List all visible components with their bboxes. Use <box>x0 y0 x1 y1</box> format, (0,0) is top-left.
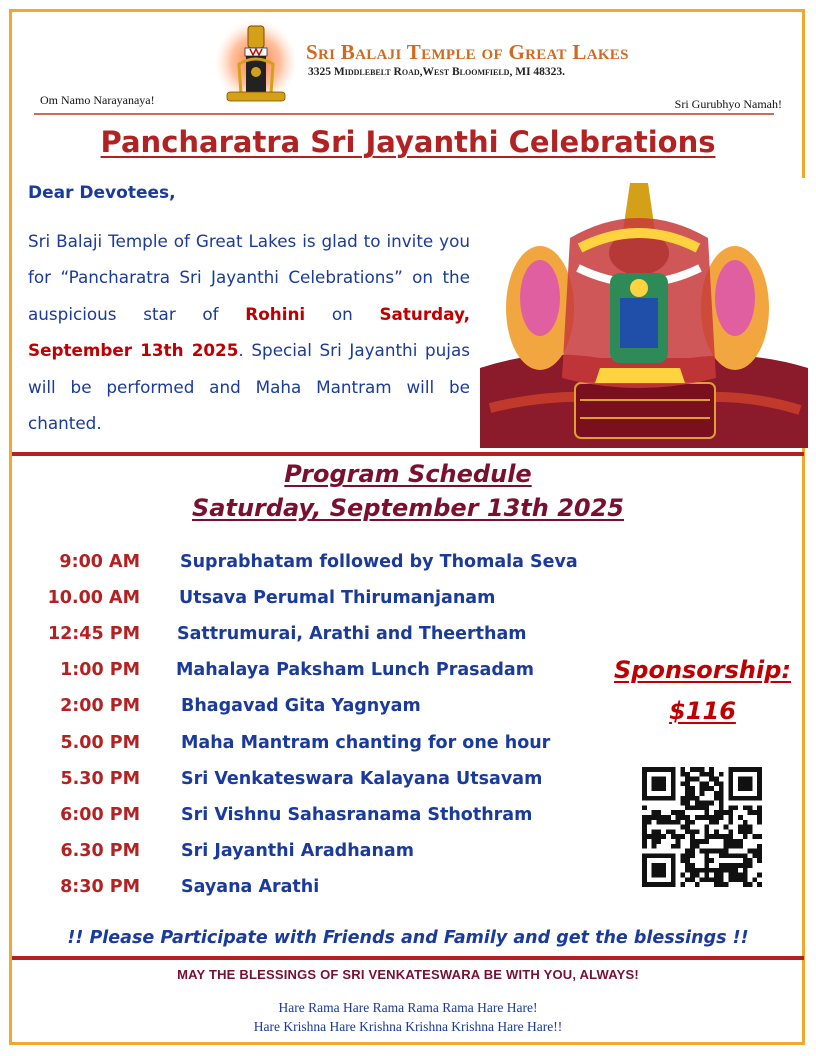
section-divider <box>12 452 804 456</box>
sponsorship-label: Sponsorship: <box>613 656 792 684</box>
schedule-time: 5.30 PM <box>60 768 140 789</box>
star-name: Rohini <box>245 303 306 324</box>
schedule-time: 9:00 AM <box>59 552 140 572</box>
header-divider <box>34 113 774 115</box>
page-title: Pancharatra Sri Jayanthi Celebrations <box>100 125 716 159</box>
footer-divider <box>12 956 804 960</box>
left-greeting: Om Namo Narayanaya! <box>40 93 155 107</box>
schedule-event: Sri Jayanthi Aradhanam <box>181 840 414 861</box>
right-greeting: Sri Gurubhyo Namah! <box>674 97 782 111</box>
participate-message: !! Please Participate with Friends and Family and get the blessings !! <box>67 928 749 948</box>
blessing-line: MAY THE BLESSINGS OF SRI VENKATESWARA BE WITH YOU, ALWAYS! <box>177 967 639 982</box>
schedule-title: Program Schedule <box>284 460 532 488</box>
schedule-time: 5.00 PM <box>60 732 140 753</box>
schedule-time: 8:30 PM <box>60 876 140 897</box>
schedule-event: Maha Mantram chanting for one hour <box>181 732 551 753</box>
schedule-time: 6:00 PM <box>60 804 140 825</box>
temple-name: Sri Balaji Temple of Great Lakes <box>306 40 629 64</box>
qr-code-icon[interactable] <box>642 767 762 887</box>
mantra-line-1: Hare Rama Hare Rama Rama Rama Hare Hare! <box>278 1000 538 1015</box>
schedule-time: 6.30 PM <box>60 840 140 861</box>
schedule-event: Sri Vishnu Sahasranama Sthothram <box>181 804 533 825</box>
schedule-event: Utsava Perumal Thirumanjanam <box>179 588 496 609</box>
salutation: Dear Devotees, <box>28 183 176 203</box>
balaji-deity-logo-icon <box>215 18 297 104</box>
intro-paragraph: Sri Balaji Temple of Great Lakes is glad to invite you for “Pancharatra Sri Jayanthi Celebrations” on the auspicious star of Rohini on Saturday, September 13th 2025. Special Sri Jayanthi pujas will be performed and Maha Mantram will be chanted. <box>28 231 470 434</box>
event-date: Saturday, September 13th 2025 <box>28 303 470 361</box>
schedule-event: Sattrumurai, Arathi and Theertham <box>177 624 527 645</box>
schedule-date: Saturday, September 13th 2025 <box>191 494 625 522</box>
sponsorship-amount: $116 <box>669 697 736 725</box>
schedule-event: Suprabhatam followed by Thomala Seva <box>180 552 578 572</box>
schedule-event: Mahalaya Paksham Lunch Prasadam <box>176 660 534 681</box>
schedule-event: Sayana Arathi <box>181 876 320 897</box>
schedule-event: Sri Venkateswara Kalayana Utsavam <box>181 768 543 789</box>
deity-photo <box>480 178 808 448</box>
schedule-time: 12:45 PM <box>47 624 140 645</box>
schedule-time: 2:00 PM <box>60 696 140 717</box>
temple-address: 3325 Middlebelt Road,West Bloomfield, MI 48323. <box>308 66 566 78</box>
schedule-time: 1:00 PM <box>60 660 140 681</box>
schedule-time: 10.00 AM <box>47 588 140 609</box>
schedule-event: Bhagavad Gita Yagnyam <box>181 696 421 717</box>
mantra-line-2: Hare Krishna Hare Krishna Krishna Krishna Hare Hare!! <box>253 1019 563 1034</box>
